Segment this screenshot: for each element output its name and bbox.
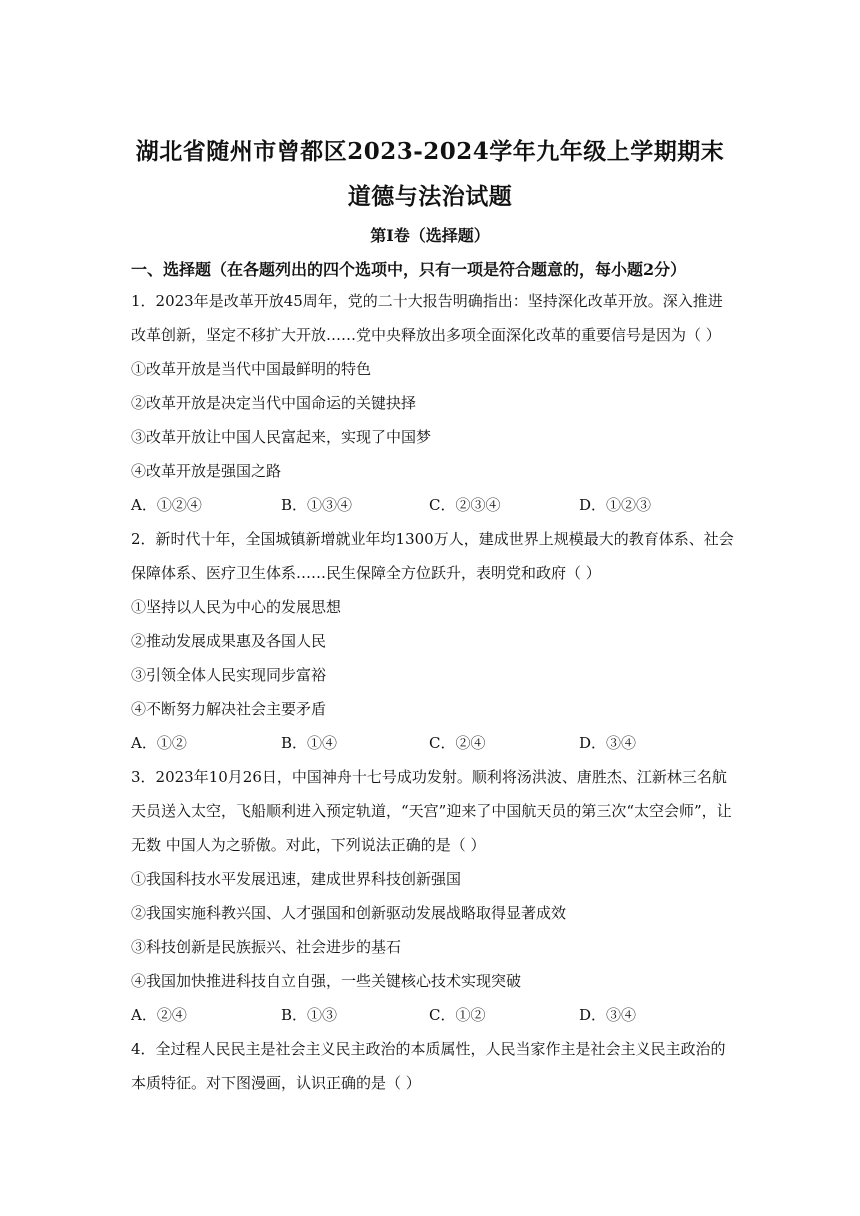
q3-stem-line2: 天员送入太空，飞船顺利进入预定轨道，“天宫”迎来了中国航天员的第三次“太空会师”，让 [131, 802, 732, 820]
q1-statement-1: ①改革开放是当代中国最鲜明的特色 [131, 360, 372, 378]
q1-option-b: B．①③④ [281, 496, 353, 514]
q3-options [131, 1004, 731, 1026]
q1-statement-2: ②改革开放是决定当代中国命运的关键抉择 [131, 394, 417, 412]
q1-option-d: D．①②③ [579, 496, 652, 514]
exam-title-line1: 湖北省随州市曾都区2023-2024学年九年级上学期期末 [135, 138, 725, 165]
q3-stem-line3: 无数 中国人为之骄傲。对此，下列说法正确的是（ ） [131, 836, 486, 854]
q1-option-c: C．②③④ [429, 496, 501, 514]
q1-option-a: A．①②④ [131, 496, 202, 514]
q1-stem-line2: 改革创新，坚定不移扩大开放……党中央释放出多项全面深化改革的重要信号是因为（ ） [131, 326, 721, 344]
q4-stem-line1: 4．全过程人民民主是社会主义民主政治的本质属性，人民当家作主是社会主义民主政治的 [131, 1040, 726, 1058]
volume-heading: 第I卷（选择题） [370, 226, 490, 245]
q3-option-c: C．①② [429, 1006, 486, 1024]
q2-stem-line1: 2．新时代十年，全国城镇新增就业年均1300万人，建成世界上规模最大的教育体系、社会 [131, 530, 734, 548]
q2-option-b: B．①④ [281, 734, 338, 752]
q2-statement-3: ③引领全体人民实现同步富裕 [131, 666, 327, 684]
q2-statement-1: ①坚持以人民为中心的发展思想 [131, 598, 342, 616]
q2-option-c: C．②④ [429, 734, 486, 752]
q2-stem-line2: 保障体系、医疗卫生体系……民生保障全方位跃升，表明党和政府（ ） [131, 564, 601, 582]
q4-stem-line2: 本质特征。对下图漫画，认识正确的是（ ） [131, 1074, 421, 1092]
q1-statement-4: ④改革开放是强国之路 [131, 462, 282, 480]
q3-statement-2: ②我国实施科教兴国、人才强国和创新驱动发展战略取得显著成效 [131, 904, 567, 922]
q3-option-a: A．②④ [131, 1006, 187, 1024]
section-heading: 一、选择题（在各题列出的四个选项中，只有一项是符合题意的，每小题2分） [131, 260, 687, 279]
q2-option-a: A．①② [131, 734, 187, 752]
exam-title-line2: 道德与法治试题 [347, 183, 513, 210]
q3-statement-3: ③科技创新是民族振兴、社会进步的基石 [131, 938, 402, 956]
q3-stem-line1: 3．2023年10月26日，中国神舟十七号成功发射。顺利将汤洪波、唐胜杰、江新林三名航 [131, 768, 727, 786]
q1-statement-3: ③改革开放让中国人民富起来，实现了中国梦 [131, 428, 432, 446]
q1-stem-line1: 1．2023年是改革开放45周年，党的二十大报告明确指出：坚持深化改革开放。深入推进 [131, 292, 723, 310]
q3-statement-4: ④我国加快推进科技自立自强，一些关键核心技术实现突破 [131, 972, 522, 990]
q3-option-b: B．①③ [281, 1006, 338, 1024]
q1-options [131, 494, 731, 516]
q2-statement-2: ②推动发展成果惠及各国人民 [131, 632, 327, 650]
q2-options [131, 732, 731, 754]
q2-statement-4: ④不断努力解决社会主要矛盾 [131, 700, 327, 718]
q2-option-d: D．③④ [579, 734, 637, 752]
q3-option-d: D．③④ [579, 1006, 637, 1024]
q3-statement-1: ①我国科技水平发展迅速，建成世界科技创新强国 [131, 870, 462, 888]
